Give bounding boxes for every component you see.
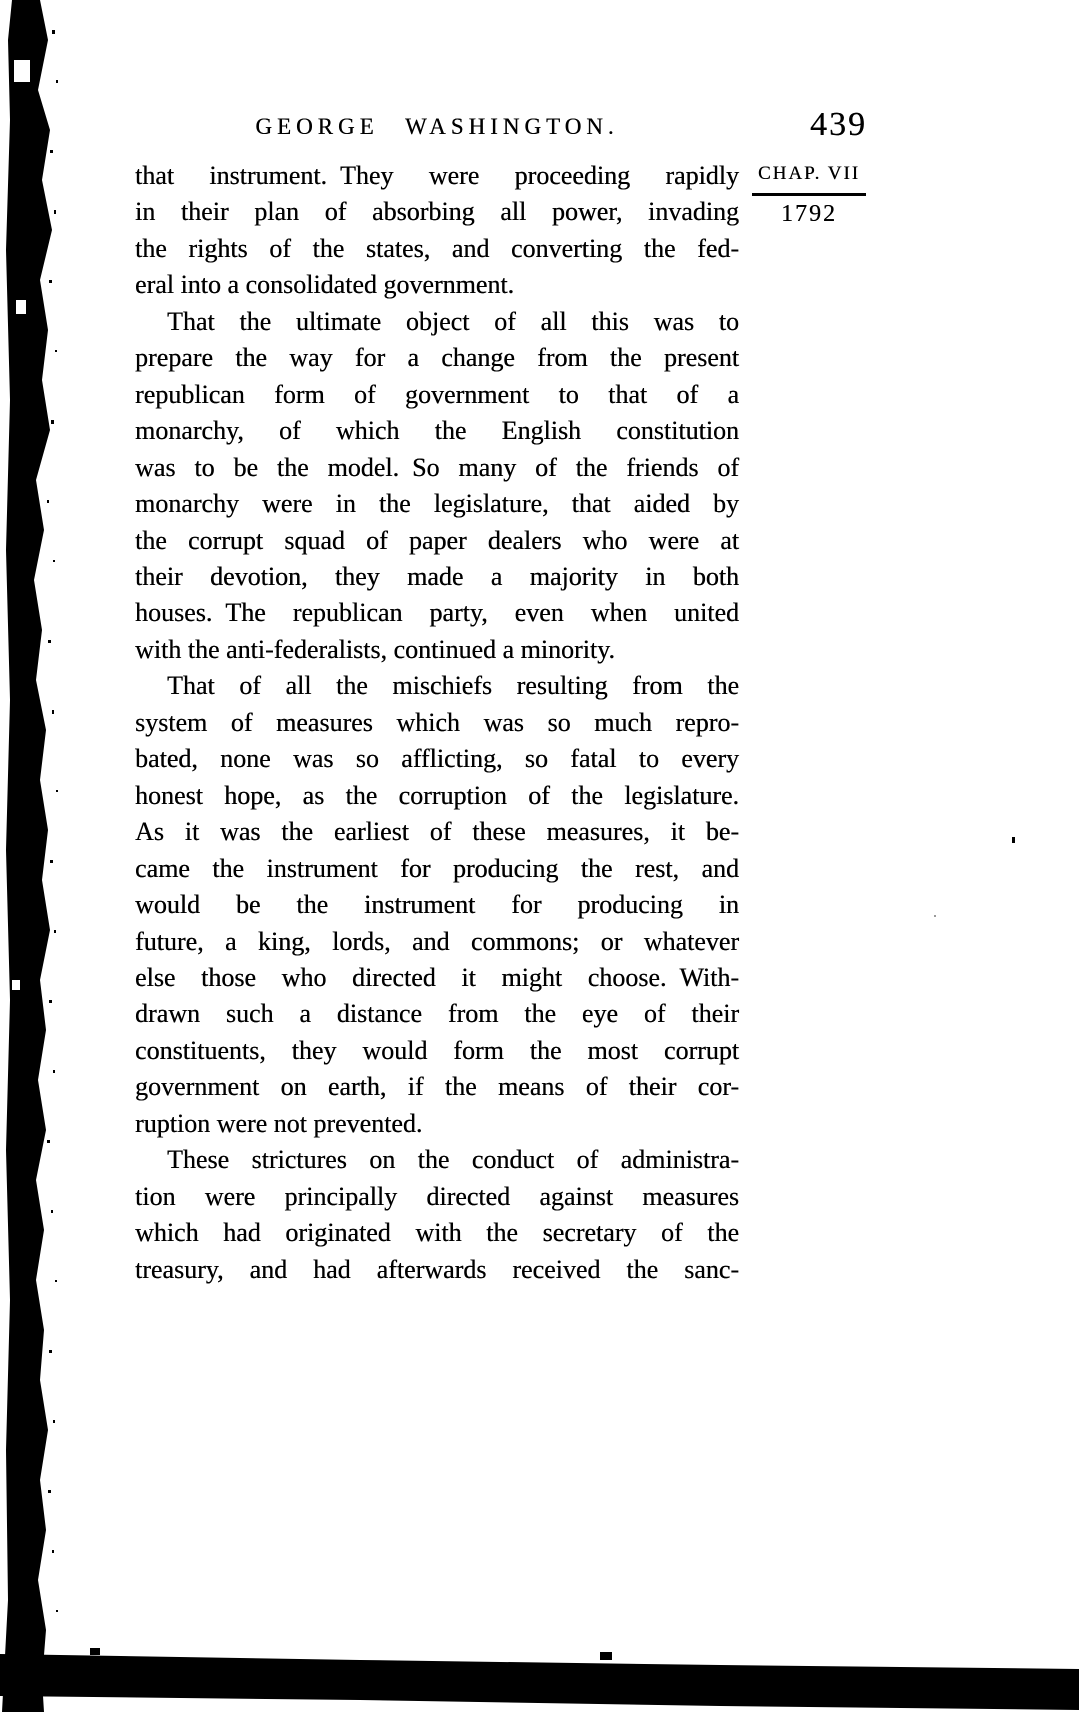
- text-line: the corrupt squad of paper dealers who were at: [135, 525, 739, 555]
- text-line: government on earth, if the means of their cor-: [135, 1072, 739, 1102]
- text-line: treasury, and had afterwards received the sanc-: [135, 1254, 739, 1284]
- text-line: came the instrument for producing the rest, and: [135, 853, 739, 883]
- text-line: was to be the model. So many of the friends of: [135, 452, 739, 482]
- text-line: ruption were not prevented.: [135, 1108, 423, 1138]
- margin-rule: [752, 193, 866, 196]
- margin-note: [748, 163, 870, 228]
- text-block: [135, 158, 739, 1288]
- text-line: drawn such a distance from the eye of their: [135, 999, 739, 1029]
- text-line: honest hope, as the corruption of the legislature.: [135, 780, 739, 810]
- text-line: else those who directed it might choose. With-: [135, 962, 739, 992]
- text-line: houses. The republican party, even when united: [135, 598, 739, 628]
- text-line: eral into a consolidated government.: [135, 270, 515, 300]
- text-line: monarchy were in the legislature, that aided by: [135, 489, 739, 519]
- text-line: with the anti-federalists, continued a minority.: [135, 634, 615, 664]
- text-line: prepare the way for a change from the present: [135, 343, 739, 373]
- text-line: monarchy, of which the English constitution: [135, 416, 739, 446]
- text-line: future, a king, lords, and commons; or whatever: [135, 926, 739, 956]
- running-title: GEORGE WASHINGTON.: [255, 114, 619, 139]
- year-label: 1792: [781, 201, 837, 227]
- text-line: As it was the earliest of these measures, it be-: [135, 817, 739, 847]
- text-line: their devotion, they made a majority in both: [135, 561, 739, 591]
- text-line: the rights of the states, and converting the fed-: [135, 233, 739, 263]
- scan-speck: [1012, 837, 1015, 843]
- page-number: 439: [810, 106, 867, 143]
- text-line: republican form of government to that of a: [135, 379, 739, 409]
- text-line: in their plan of absorbing all power, invading: [135, 197, 739, 227]
- text-line: That of all the mischiefs resulting from the: [167, 671, 739, 701]
- text-line: system of measures which was so much repro-: [135, 707, 739, 737]
- text-line: which had originated with the secretary of the: [135, 1218, 739, 1248]
- text-line: These strictures on the conduct of administra-: [167, 1145, 739, 1175]
- bottom-scan-bar-artifact: [0, 1640, 1079, 1712]
- text-line: that instrument. They were proceeding rapidly: [135, 161, 739, 190]
- text-line: tion were principally directed against measures: [135, 1181, 739, 1211]
- scan-speck: [934, 915, 936, 917]
- text-line: would be the instrument for producing in: [135, 890, 739, 920]
- text-line: constituents, they would form the most corrupt: [135, 1035, 739, 1065]
- chapter-label: CHAP. VII: [757, 163, 861, 184]
- text-line: bated, none was so afflicting, so fatal to every: [135, 744, 739, 774]
- binding-shadow-artifact: [0, 0, 62, 1712]
- text-line: That the ultimate object of all this was to: [167, 306, 739, 336]
